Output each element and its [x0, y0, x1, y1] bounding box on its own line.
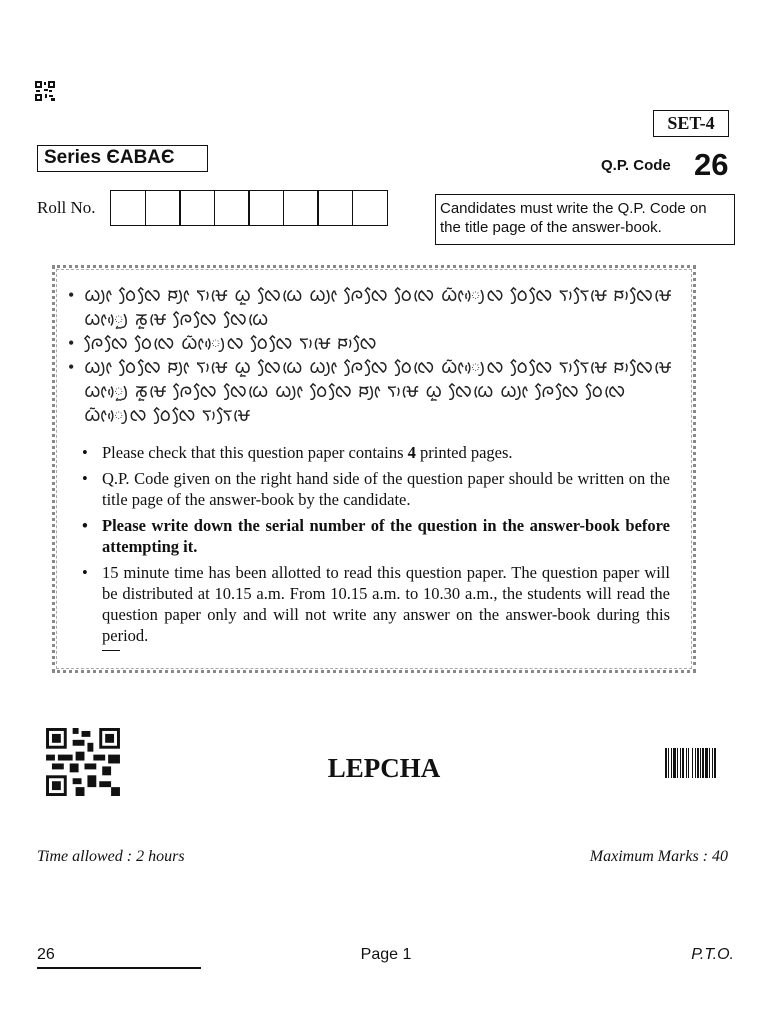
roll-number-cell [145, 190, 181, 226]
qp-code-label: Q.P. Code [601, 157, 671, 174]
barcode-bar [686, 748, 687, 778]
barcode-bar [714, 748, 716, 778]
series-box: Series ЄABAЄ [37, 145, 208, 172]
instruction-qp-code: • Q.P. Code given on the right hand side of the question paper should be written on the title page of the answer-book by the candidate. [80, 468, 670, 510]
instruction-reading-time: • 15 minute time has been allotted to read this question paper. The question paper will be distributed at 10.15 a.m. From 10.15 a.m. to 10.30 a.m., the students will read the question paper only and will not write any answer on the answer-book during this period. [80, 562, 670, 646]
barcode-bar [677, 748, 678, 778]
barcode-bar [709, 748, 710, 778]
roll-number-cell [214, 190, 250, 226]
barcode-bar [712, 748, 713, 778]
barcode-bar [697, 748, 699, 778]
roll-number-cell [352, 190, 388, 226]
instruction-text: printed pages. [415, 443, 513, 462]
barcode-bar [688, 748, 689, 778]
english-instructions-list [80, 442, 670, 651]
roll-number-cell [179, 190, 215, 226]
subject-title: LEPCHA [327, 753, 441, 783]
page-count-value: 4 [407, 443, 416, 462]
barcode-bar [682, 748, 684, 778]
barcode-bar [680, 748, 681, 778]
barcode-bar [671, 748, 672, 778]
lepcha-instruction-item: • ᰍᰧᰜᰧ ᰓᰧᰜᰨ ᰃᰦᰶᰪᰴᰜ ᰓᰧᰜᰧ ᰛᰥᰝᰨ ᰐᰥᰜᰧ [68, 331, 678, 355]
barcode-bar [673, 748, 676, 778]
qp-code-number: 26 [694, 147, 729, 182]
roll-number-cell [248, 190, 284, 226]
footer-underline [37, 967, 201, 969]
barcode-bar [668, 748, 669, 778]
set-number-box: SET-4 [653, 110, 729, 137]
candidate-note-box: Candidates must write the Q.P. Code on the title page of the answer-book. [435, 194, 735, 245]
instruction-text: Please check that this question paper contains [102, 443, 408, 462]
time-allowed: Time allowed : 2 hours [37, 848, 185, 865]
pto-label: P.T.O. [691, 946, 734, 963]
barcode-bar [665, 748, 667, 778]
footer-qp-code: 26 [37, 946, 55, 963]
instruction-serial-number: • Please write down the serial number of the question in the answer-book before attempting it. [80, 515, 670, 557]
barcode-icon [665, 748, 729, 778]
roll-number-cell [283, 190, 319, 226]
roll-number-label: Roll No. [37, 198, 96, 217]
roll-number-cell [110, 190, 146, 226]
barcode-bar [692, 748, 693, 778]
roll-number-boxes [110, 190, 388, 226]
barcode-bar [705, 748, 708, 778]
page-number: Page 1 [360, 946, 412, 963]
barcode-bar [695, 748, 696, 778]
barcode-bar [700, 748, 701, 778]
lepcha-instruction-item: • ᰃᰪᰦ ᰓᰧᰜᰧ ᰐᰪᰦ ᰛᰥᰝᰨ ᰃᰬ ᰜᰧᰃᰨ ᰃᰪᰦ ᰍᰧᰜᰧ ᰓᰧᰜᰨ ᰃᰦᰶᰪᰴᰜ ᰓᰧᰜᰧ ᰛᰥᰛᰧᰝᰨ ᰐᰥᰜᰧᰝᰨ ᰃᰦᰬᰪᰴ ᰕᰬᰝᰨ ᰍᰧᰜᰧ ᰜᰧᰃᰨ [68, 283, 678, 331]
instructions-end-dash [102, 650, 120, 651]
roll-number-cell [317, 190, 353, 226]
maximum-marks: Maximum Marks : 40 [589, 848, 728, 865]
instruction-page-count [80, 442, 670, 463]
lepcha-instructions-list [68, 283, 678, 427]
lepcha-instruction-item: • ᰃᰪᰦ ᰓᰧᰜᰧ ᰐᰪᰦ ᰛᰥᰝᰨ ᰃᰬ ᰜᰧᰃᰨ ᰃᰪᰦ ᰍᰧᰜᰧ ᰓᰧᰜᰨ ᰃᰦᰶᰪᰴᰜ ᰓᰧᰜᰧ ᰛᰥᰛᰧᰝᰨ ᰐᰥᰜᰧᰝᰨ ᰃᰦᰬᰪᰴ ᰕᰬᰝᰨ ᰍᰧᰜᰧ ᰜᰧᰃᰨ ᰃᰪᰦ ᰓᰧᰜᰧ ᰐᰪᰦ ᰛᰥᰝᰨ ᰃᰬ ᰜᰧᰃᰨ ᰃᰪᰦ ᰍᰧᰜᰧ ᰓᰧᰜᰨ ᰃᰦᰶᰪᰴᰜ ᰓᰧᰜᰧ ᰛᰥᰛᰧᰝᰨ [68, 355, 678, 427]
qr-code-small-icon [35, 81, 55, 101]
barcode-bar [702, 748, 704, 778]
